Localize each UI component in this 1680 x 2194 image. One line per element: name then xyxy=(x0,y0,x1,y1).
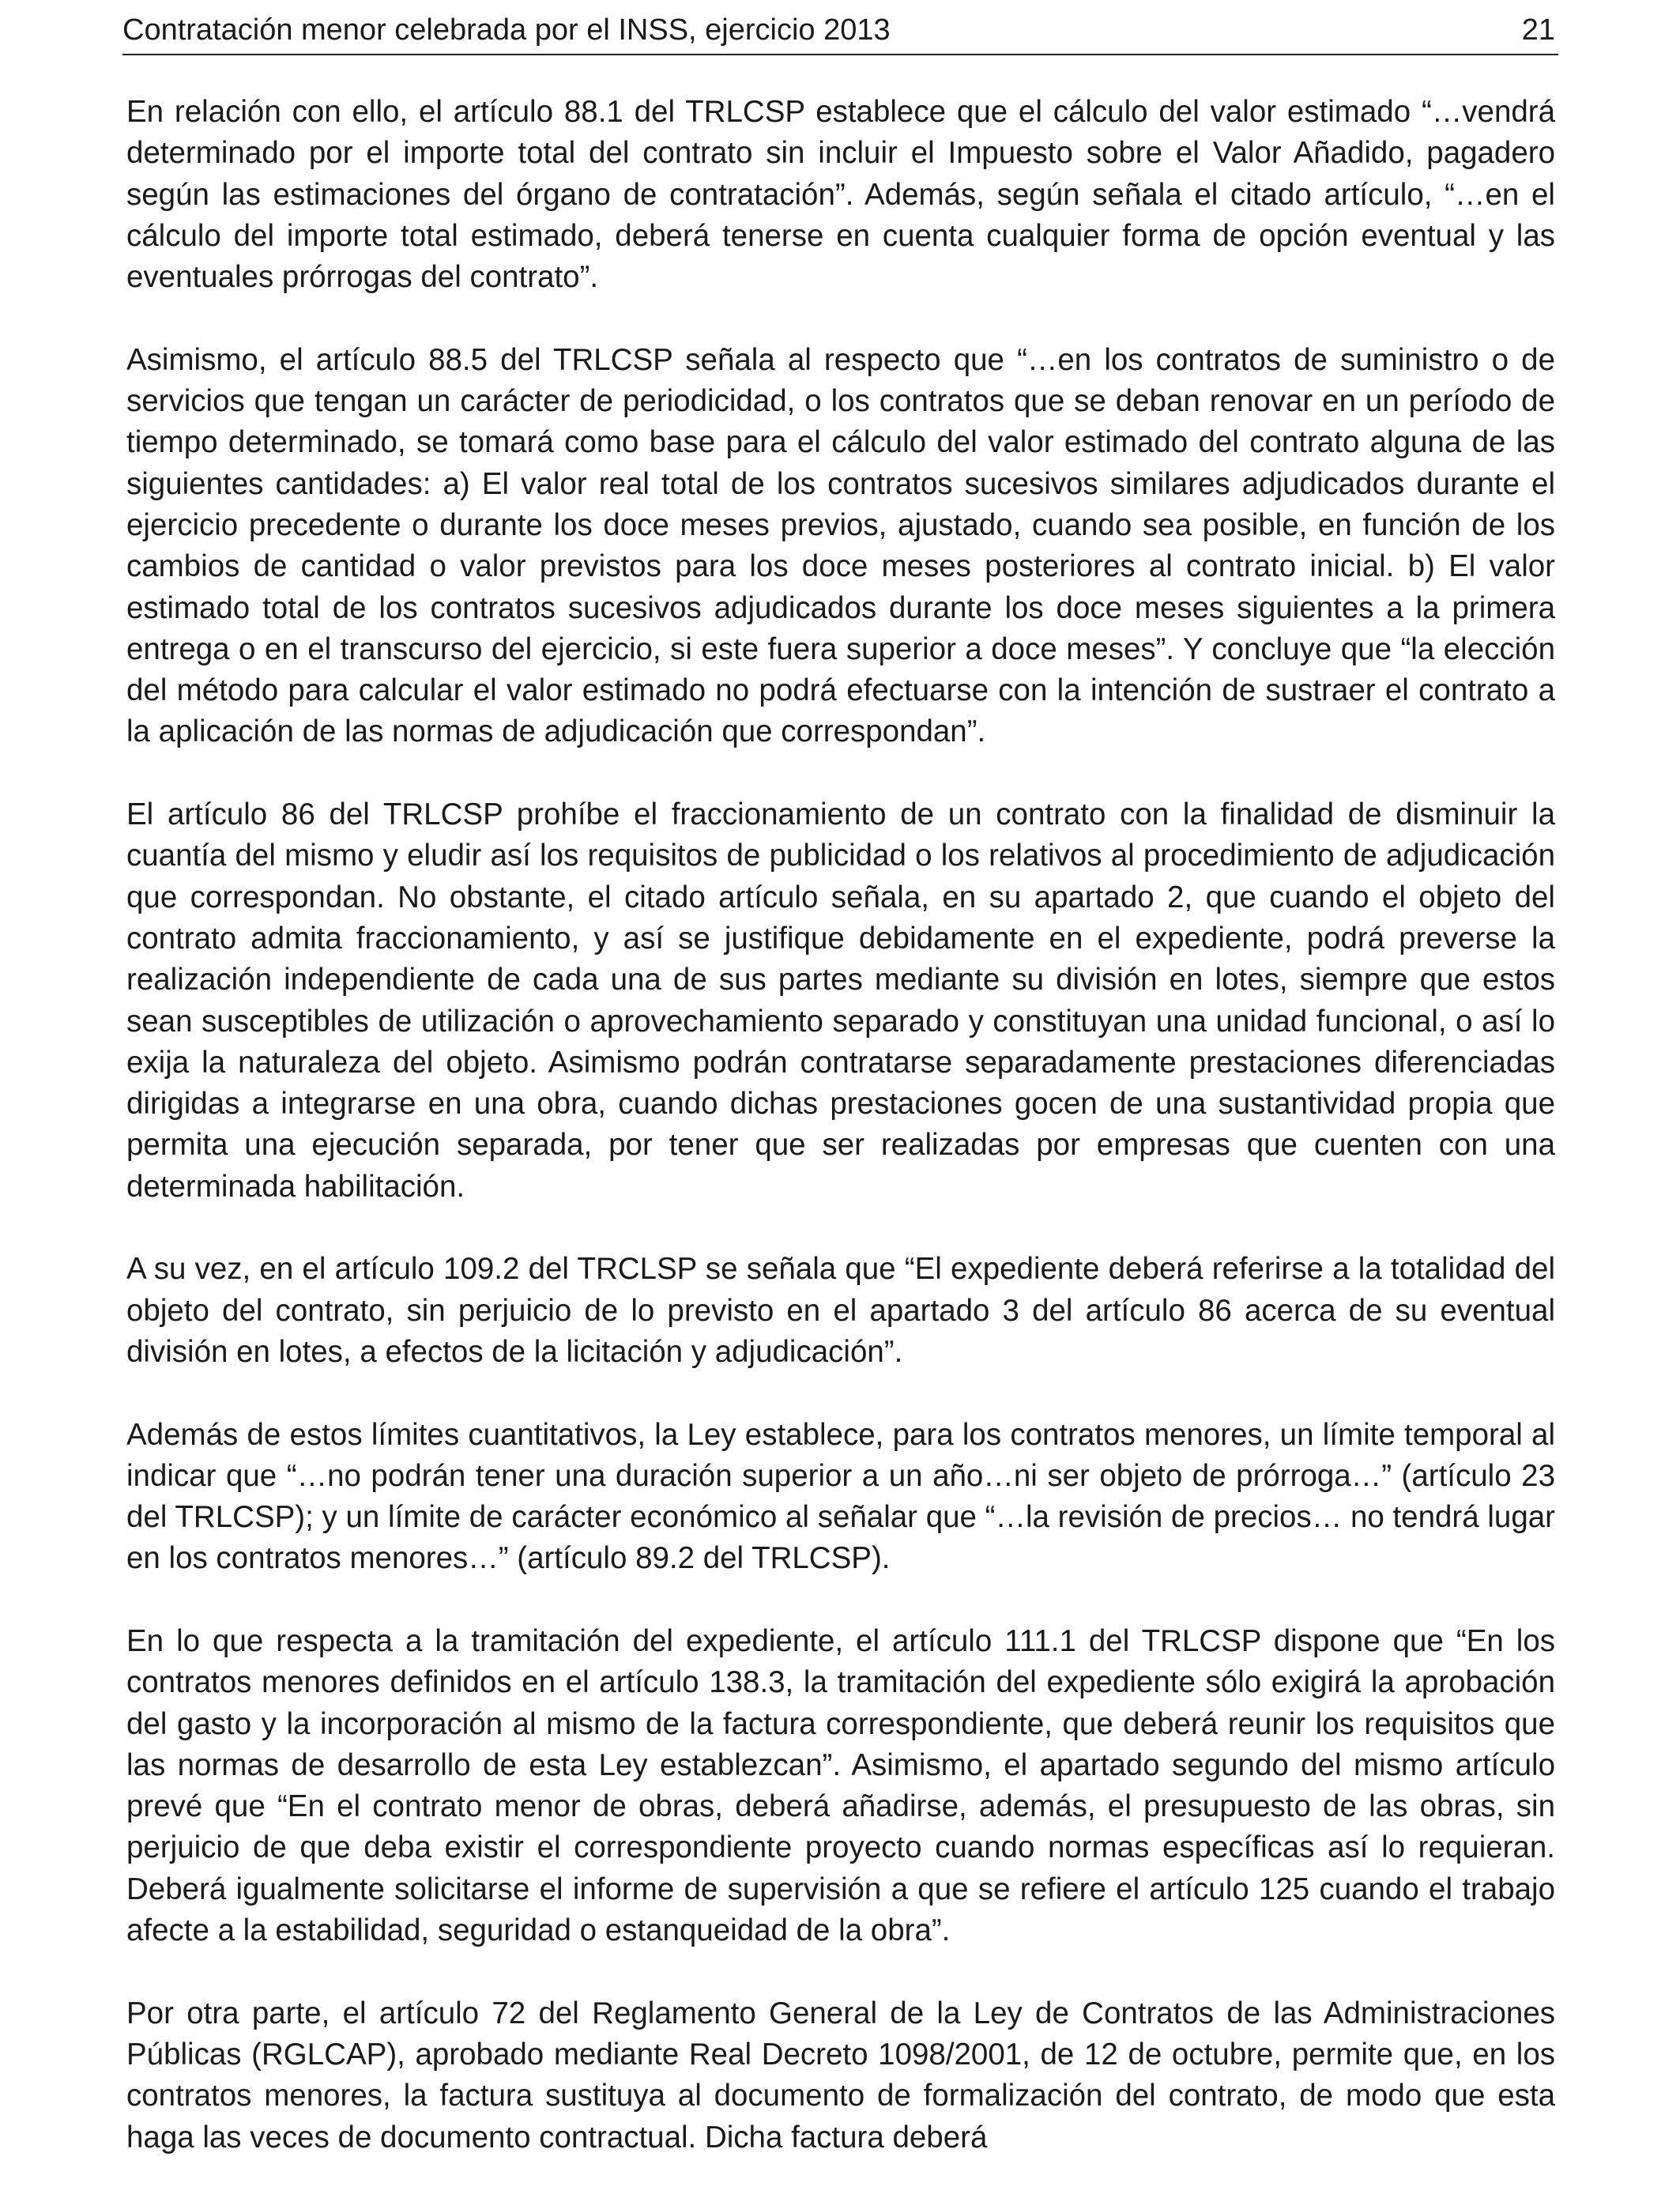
body-text: Asimismo, el artículo 88.5 del TRLCSP señala al respecto que “ xyxy=(126,342,1027,377)
quoted-text: …en los contratos de suministro o de servicios que tengan un carácter de periodicidad, o los contratos que se deban renovar en un período de tiempo determinado, se tomará como base para el cálculo del valor estimado del contrato alguna de las siguientes cantidades: a) El valor real total de los contratos sucesivos similares adjudicados durante el ejercicio precedente o durante los doce meses previos, ajustado, cuando sea posible, en función de los cambios de cantidad o valor previstos para los doce meses posteriores al contrato inicial. b) El valor estimado total de los contratos sucesivos adjudicados durante los doce meses siguientes a la primera entrega o en el transcurso del ejercicio, si este fuera superior a doce meses xyxy=(126,342,1555,666)
body-text: El artículo 86 del TRLCSP prohíbe el fraccionamiento de un contrato con la finalidad de disminuir la cuantía del mismo y eludir así los requisitos de publicidad o los relativos al procedimiento de adjudicación que correspondan. No obstante, el citado artículo señala, en su apartado 2, que cuando el objeto del contrato admita fraccionamiento, y así se justifique debidamente en el expediente, podrá preverse la realización independiente de cada una de sus partes mediante su división en lotes, siempre que estos sean susceptibles de utilización o aprovechamiento separado y constituyan una unidad funcional, o así lo exija la naturaleza del objeto. Asimismo podrán contratarse separadamente prestaciones diferenciadas dirigidas a integrarse en una obra, cuando dichas prestaciones gocen de una sustantividad propia que permita una ejecución separada, por tener que ser realizadas por empresas que cuenten con una determinada habilitación. xyxy=(126,797,1555,1204)
body-text: Por otra parte, el artículo 72 del Reglamento General de la Ley de Contratos de las Administraciones Públicas (RGLCAP), aprobado mediante Real Decreto 1098/2001, de 12 de octubre, permite que, en los contratos menores, la factura sustituya al documento de formalización del contrato, de modo que esta haga las veces de documento contractual. Dicha factura deberá xyxy=(126,1996,1555,2154)
body-text: Asimismo, el apartado segundo del mismo artículo prevé que xyxy=(126,1747,1555,1824)
paragraph xyxy=(126,1415,1555,1580)
body-text: … no tendrá lugar en los contratos menores…” (artículo 89.2 del TRLCSP). xyxy=(126,1500,1555,1576)
document-body xyxy=(126,92,1555,2158)
quoted-text: la elección del método para calcular el valor estimado no podrá efectuarse con la intención de sustraer el contrato a la aplicación de las normas de adjudicación que correspondan” xyxy=(126,631,1555,749)
body-text: Además de estos límites cuantitativos, la Ley establece, para los contratos menores, un límite temporal al indicar que “ xyxy=(126,1417,1555,1493)
paragraph xyxy=(126,794,1555,1208)
paragraph xyxy=(126,92,1555,298)
quoted-text: …vendrá determinado por el importe total del contrato sin incluir el Impuesto sobre el Valor Añadido, pagadero según las estimaciones del órgano de contratación xyxy=(126,95,1555,212)
paragraph xyxy=(126,1621,1555,1951)
body-text: ”. Además, según señala el citado artículo, “ xyxy=(834,177,1455,212)
running-header xyxy=(122,9,1558,55)
header-title: Contratación menor celebrada por el INSS, ejercicio 2013 xyxy=(122,13,891,47)
quoted-text: En los contratos menores definidos en el artículo 138.3, la tramitación del expediente sólo exigirá la aprobación del gasto y la incorporación al mismo de la factura correspondiente, que deberá reunir los requisitos que las normas de desarrollo de esta Ley establezcan”. xyxy=(126,1623,1555,1782)
body-text: . xyxy=(977,714,986,749)
paragraph xyxy=(126,1249,1555,1373)
body-text: ”. xyxy=(931,1913,951,1948)
body-text: En lo que respecta a la tramitación del expediente, el artículo 111.1 del TRLCSP dispone que “ xyxy=(126,1623,1467,1658)
page-number: 21 xyxy=(1521,13,1555,47)
paragraph xyxy=(126,340,1555,753)
body-text: En relación con ello, el artículo 88.1 del TRLCSP establece que el cálculo del valor estimado “ xyxy=(126,95,1432,129)
body-text: ”. Y concluye que “ xyxy=(1155,631,1411,666)
body-text: ” (artículo 23 del TRLCSP); y un límite de carácter económico al señalar que “ xyxy=(126,1458,1555,1535)
body-text: ”. xyxy=(883,1334,903,1369)
paragraph xyxy=(126,1993,1555,2158)
quoted-text: El expediente deberá referirse a la totalidad del objeto del contrato, sin perjuicio de lo previsto en el apartado 3 del artículo 86 acerca de su eventual división en lotes, a efectos de la licitación y adjudicación xyxy=(126,1252,1556,1369)
quoted-text: …la revisión de precios xyxy=(995,1500,1312,1535)
body-text: A su vez, en el artículo 109.2 del TRCLSP se señala que “ xyxy=(126,1252,915,1287)
quoted-text: “En el contrato menor de obras, deberá añadirse, además, el presupuesto de las obras, sin perjuicio de que deba existir el correspondiente proyecto cuando normas específicas así lo requieran. Deberá igualmente solicitarse el informe de supervisión a que se refiere el artículo 125 cuando el trabajo afecte a la estabilidad, seguridad o estanqueidad de la obra xyxy=(126,1789,1555,1948)
quoted-text: …en el cálculo del importe total estimado, deberá tenerse en cuenta cualquier forma de opción eventual y las eventuales prórrogas del contrato”. xyxy=(126,177,1555,295)
quoted-text: …no podrán tener una duración superior a un año…ni ser objeto de prórroga… xyxy=(296,1458,1382,1493)
